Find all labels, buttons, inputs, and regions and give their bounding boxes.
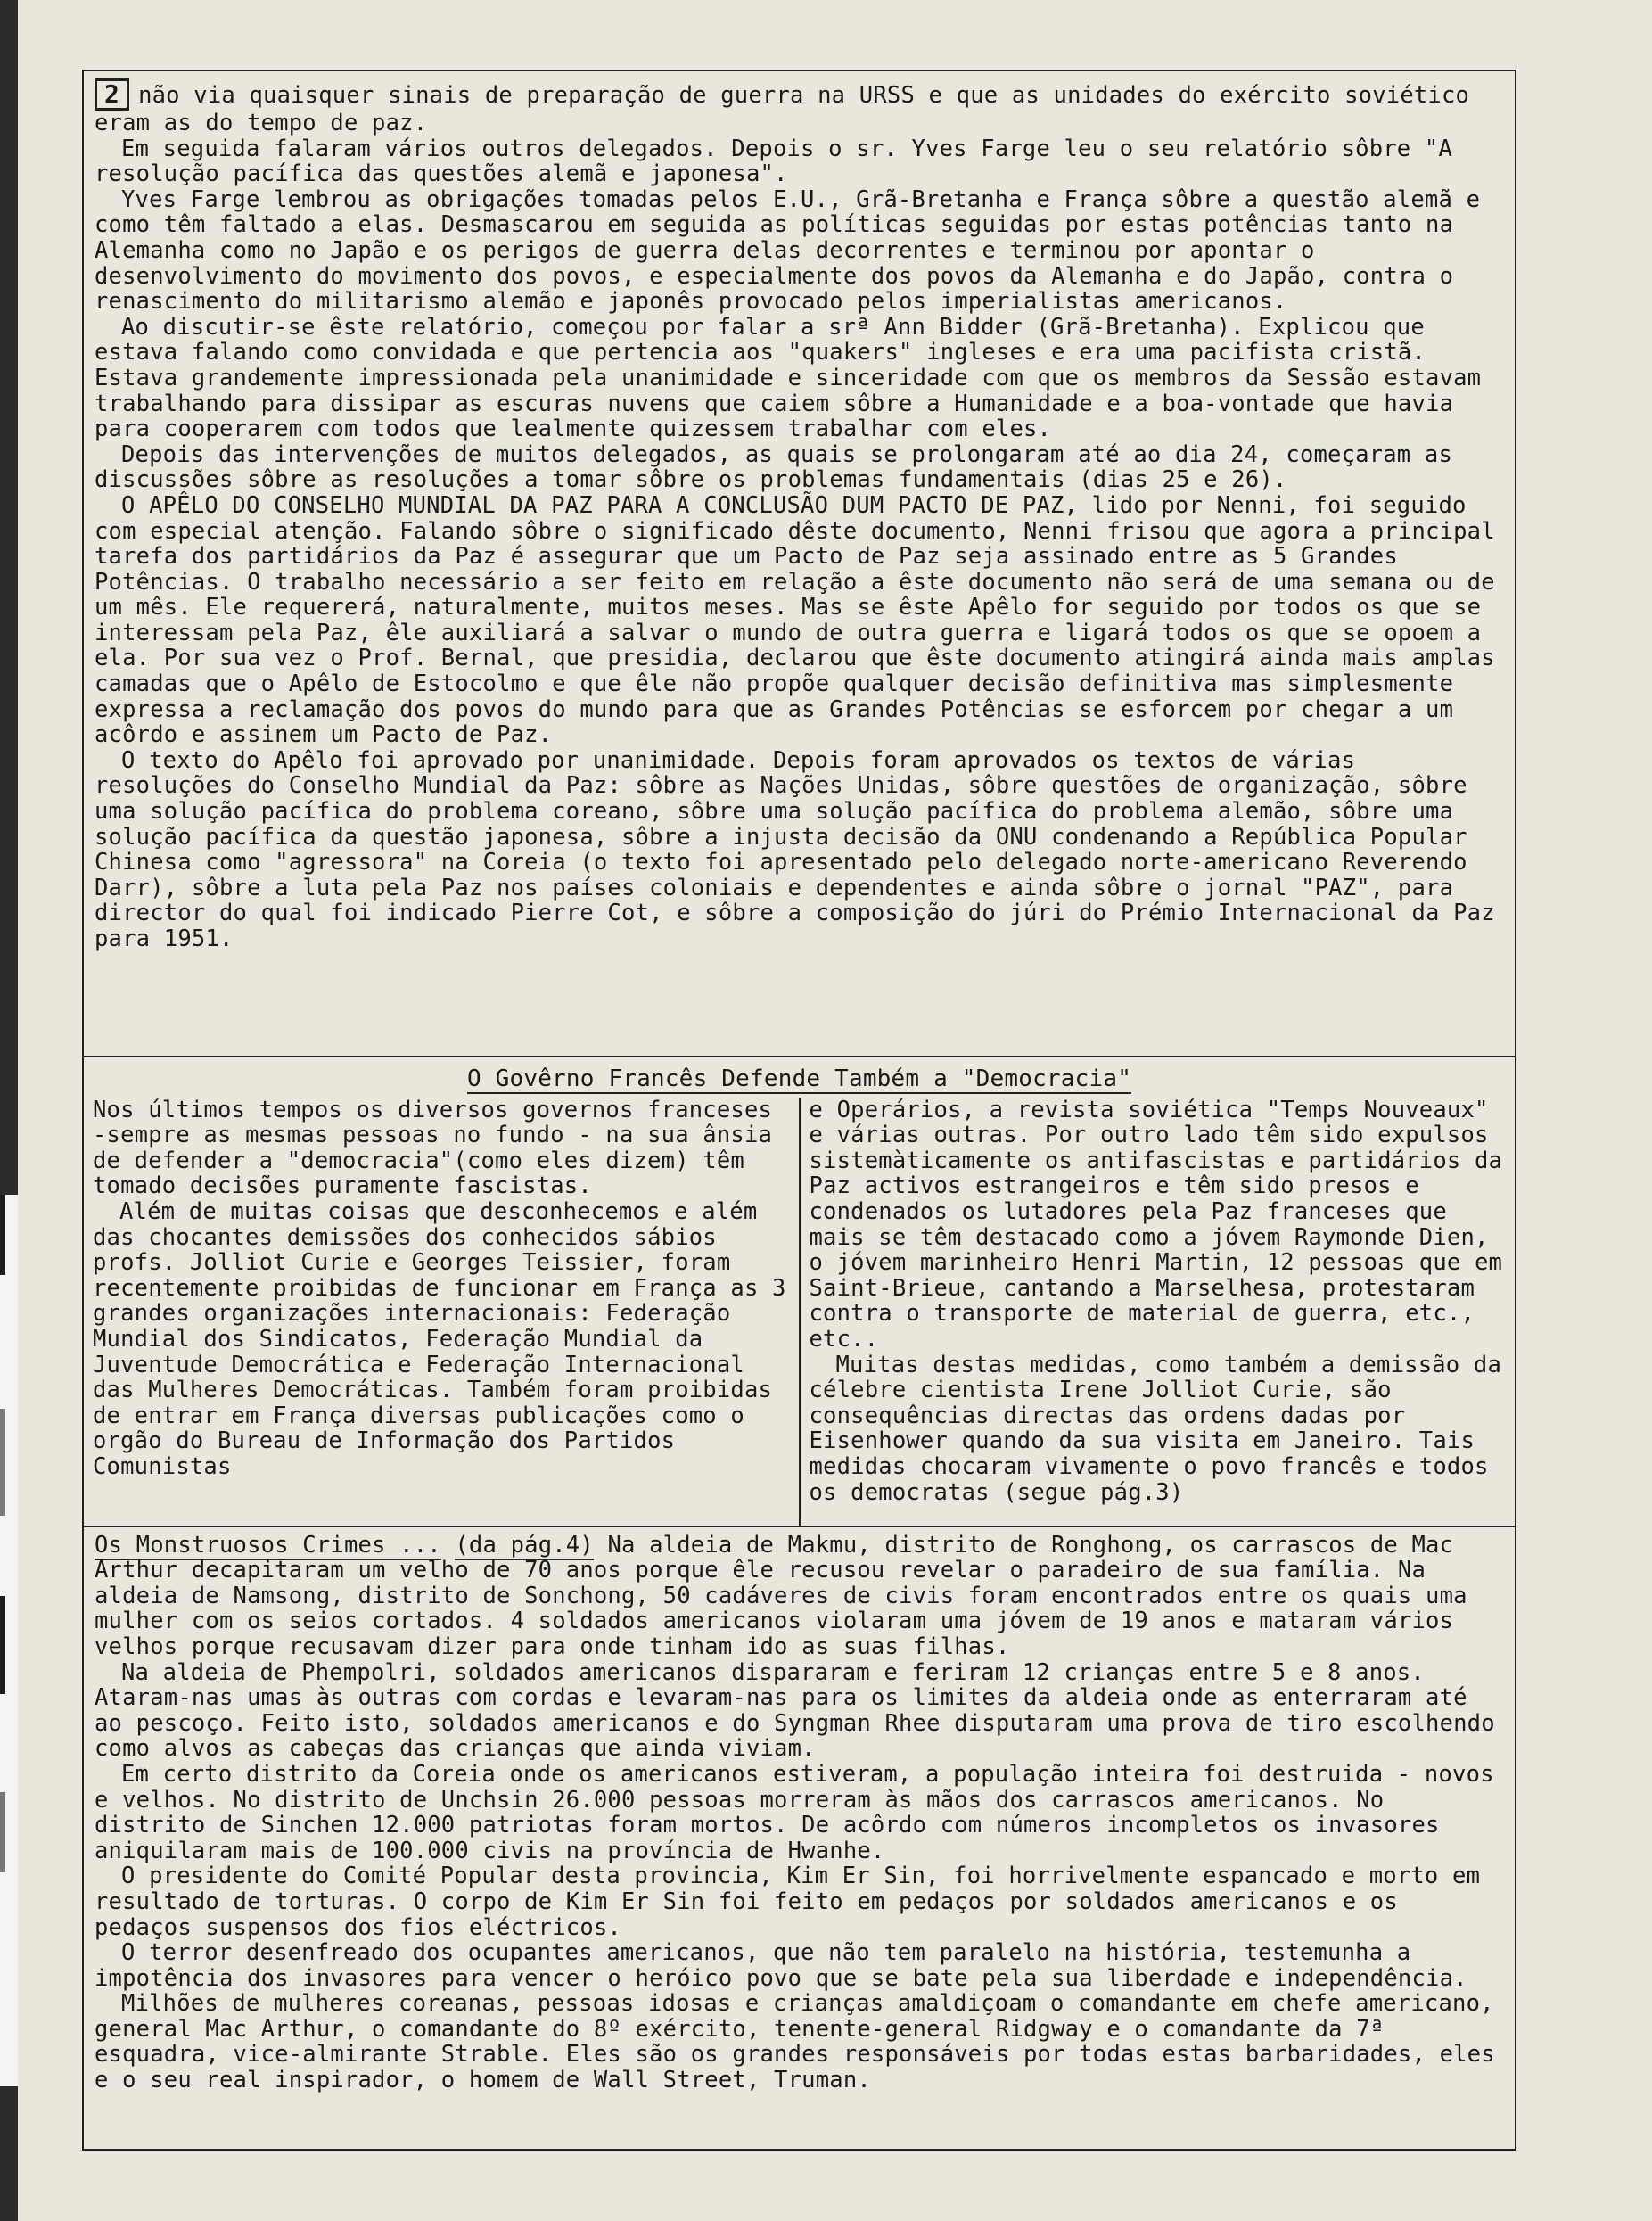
paragraph: Além de muitas coisas que desconhecemos e além das chocantes demissões dos conhecidos sábios profs. Jolliot Curie e Georges Teissier, foram recentemente proibidas de funcionar em França as 3 grandes organizações internacionais: Federação Mundial dos Sindicatos, Federação Mundial da Juventude Democrática e Federação Internacional das Mulheres Democráticas. Também foram proibidas de entrar em França diversas publicações como o orgão do Bureau de Informação dos Partidos Comunistas — [93, 1197, 786, 1480]
paragraph: O terror desenfreado dos ocupantes americanos, que não tem paralelo na história, testemunha a impotência dos invasores para vencer o heróico povo que se bate pela sua liberdade e independência. — [95, 1939, 1467, 1992]
document-frame — [82, 70, 1516, 2151]
paragraph: O APÊLO DO CONSELHO MUNDIAL DA PAZ PARA A CONCLUSÃO DUM PACTO DE PAZ, lido por Nenni, foi seguido com especial atenção. Falando sôbre o significado dêste documento, Nenni frisou que agora a principal tarefa dos partidários da Paz é assegurar que um Pacto de Paz seja assinado entre as 5 Grandes Potências. O trabalho necessário a ser feito em relação a êste documento não será de uma semana ou de um mês. Ele requererá, naturalmente, muitos meses. Mas se êste Apêlo for seguido por todos os que se interessam pela Paz, êle auxiliará a salvar o mundo de outra guerra e ligará todos os que se opoem a ela. Por sua vez o Prof. Bernal, que presidia, declarou que êste documento atingirá ainda mais amplas camadas que o Apêlo de Estocolmo e que êle não propõe qualquer decisão definitiva mas simplesmente expressa a reclamação dos povos do mundo para que as Grandes Potências se esforcem por chegar a um acôrdo e assinem um Pacto de Paz. — [95, 491, 1495, 749]
paragraph: Em seguida falaram vários outros delegados. Depois o sr. Yves Farge leu o seu relatório sôbre "A resolução pacífica das questões alemã e japonesa". — [95, 135, 1453, 188]
paragraph: Em certo distrito da Coreia onde os americanos estiveram, a população inteira foi destruida - novos e velhos. No distrito de Unchsin 26.000 pessoas morreram às mãos dos carrascos americanos. No distrito de Sinchen 12.000 patriotas foram mortos. De acôrdo com números incompletos os invasores aniquilaram mais de 100.000 civis na província de Hwanhe. — [95, 1760, 1494, 1864]
scan-edge-strip — [0, 1409, 5, 1516]
article-title-text: O Govêrno Francês Defende Também a "Democracia" — [466, 1065, 1132, 1092]
top-article — [84, 71, 1515, 1056]
paragraph: O presidente do Comité Popular desta provincia, Kim Er Sin, foi horrivelmente espancado e morto em resultado de torturas. O corpo de Kim Er Sin foi feito em pedaços por soldados americanos e os pedaços suspensos dos fios eléctricos. — [95, 1863, 1481, 1941]
paragraph: Depois das intervenções de muitos delegados, as quais se prolongaram até ao dia 24, começaram as discussões sôbre as resoluções a tomar sôbre os problemas fundamentais (dias 25 e 26). — [95, 440, 1453, 494]
page-reference: (da pág.4) — [455, 1531, 594, 1559]
paragraph — [95, 78, 1504, 136]
article-heading: Os Monstruosos Crimes ... — [95, 1531, 441, 1559]
paragraph: Ao discutir-se êste relatório, começou por falar a srª Ann Bidder (Grã-Bretanha). Explicou que estava falando como convidada e que pertencia aos "quakers" ingleses e era uma pacifista cristã. Estava grandemente impressionada pela unanimidade e sinceridade com que os membros da Sessão estavam trabalhando para dissipar as escuras nuvens que caiem sôbre a Humanidade e a boa-vontade que havia para cooperarem com todos que lealmente quizessem trabalhar com eles. — [95, 313, 1482, 443]
paragraph: e Operários, a revista soviética "Temps Nouveaux" e várias outras. Por outro lado têm sido expulsos sistemàticamente os antifascistas e partidários da Paz activos estrangeiros e têm sido presos e condenados os lutadores pela Paz franceses que mais se têm destacado como a jóvem Raymonde Dien, o jóvem marinheiro Henri Martin, 12 pessoas que em Saint-Brieue, cantando a Marselhesa, protestaram contra o transporte de material de guerra, etc., etc.. — [809, 1097, 1503, 1353]
scan-edge-strip — [0, 1792, 5, 1872]
paragraph: Muitas destas medidas, como também a demissão da célebre cientista Irene Jolliot Curie, são consequências directas das ordens dadas por Eisenhower quando da sua visita em Janeiro. Tais medidas chocaram vivamente o povo francês e todos os democratas (segue pág.3) — [809, 1351, 1502, 1506]
paragraph: Nos últimos tempos os diversos governos franceses -sempre as mesmas pessoas no fundo - na sua ânsia de defender a "democracia"(como eles dizem) têm tomado decisões puramente fascistas. — [93, 1097, 773, 1200]
left-column — [84, 1098, 801, 1526]
paper-sheet — [18, 0, 1652, 2221]
paragraph: Na aldeia de Phempolri, soldados americanos dispararam e feriram 12 crianças entre 5 e 8 anos. Ataram-nas umas às outras com cordas e levaram-nas para os limites da aldeia onde as enterraram até ao pescoço. Feito isto, soldados americanos e do Syngman Rhee disputaram uma prova de tiro escolhendo como alvos as cabeças das crianças que ainda viviam. — [95, 1658, 1495, 1763]
bottom-article — [84, 1527, 1515, 2139]
paragraph: O texto do Apêlo foi aprovado por unanimidade. Depois foram aprovados os textos de várias resoluções do Conselho Mundial da Paz: sôbre as Nações Unidas, sôbre questões de organização, sôbre uma solução pacífica do problema coreano, sôbre uma solução pacífica do problema alemão, sôbre uma solução pacífica da questão japonesa, sôbre a injusta decisão da ONU condenando a República Popular Chinesa como "agressora" na Coreia (o texto foi apresentado pelo delegado norte-americano Reverendo Darr), sôbre a luta pela Paz nos países coloniais e dependentes e ainda sôbre o jornal "PAZ", para director do qual foi indicado Pierre Cot, e sôbre a composição do júri do Prémio Internacional da Paz para 1951. — [95, 746, 1495, 952]
paragraph: Milhões de mulheres coreanas, pessoas idosas e crianças amaldiçoam o comandante em chefe americano, general Mac Arthur, o comandante do 8º exército, tenente-general Ridgway e o comandante da 7ª esquadra, vice-almirante Strable. Eles são os grandes responsáveis por todas estas barbaridades, eles e o seu real inspirador, o homem de Wall Street, Truman. — [95, 1990, 1495, 2094]
paragraph-text: Na aldeia de Makmu, distrito de Ronghong, os carrascos de Mac Arthur decapitaram um velho de 70 anos porque êle recusou revelar o paradeiro de sua família. Na aldeia de Namsong, distrito de Sonchong, 50 cadáveres de civis foram encontrados entre os quais uma mulher com os seios cortados. 4 soldados americanos violaram uma jóvem de 19 anos e mataram vários velhos porque recusavam dizer para onde tinham ido as suas filhas. — [95, 1531, 1467, 1660]
article-title — [84, 1057, 1515, 1098]
paragraph: Yves Farge lembrou as obrigações tomadas pelos E.U., Grã-Bretanha e França sôbre a questão alemã e como têm faltado a elas. Desmascarou em seguida as políticas seguidas por estas potências tanto na Alemanha como no Japão e os perigos de guerra delas decorrentes e terminou por apontar o desenvolvimento do movimento dos povos, e especialmente dos povos da Alemanha e do Japão, contra o renascimento do militarismo alemão e japonês provocado pelos imperialistas americanos. — [95, 185, 1481, 316]
two-column-article — [84, 1098, 1515, 1526]
scan-edge-strip — [0, 1195, 5, 1275]
right-column — [801, 1098, 1516, 1526]
paragraph-text: não via quaisquer sinais de preparação de guerra na URSS e que as unidades do exército soviético eram as do tempo de paz. — [95, 82, 1470, 136]
page-number: 2 — [95, 78, 129, 111]
paragraph — [95, 1533, 1504, 1660]
scan-edge-strip — [0, 1596, 5, 1694]
